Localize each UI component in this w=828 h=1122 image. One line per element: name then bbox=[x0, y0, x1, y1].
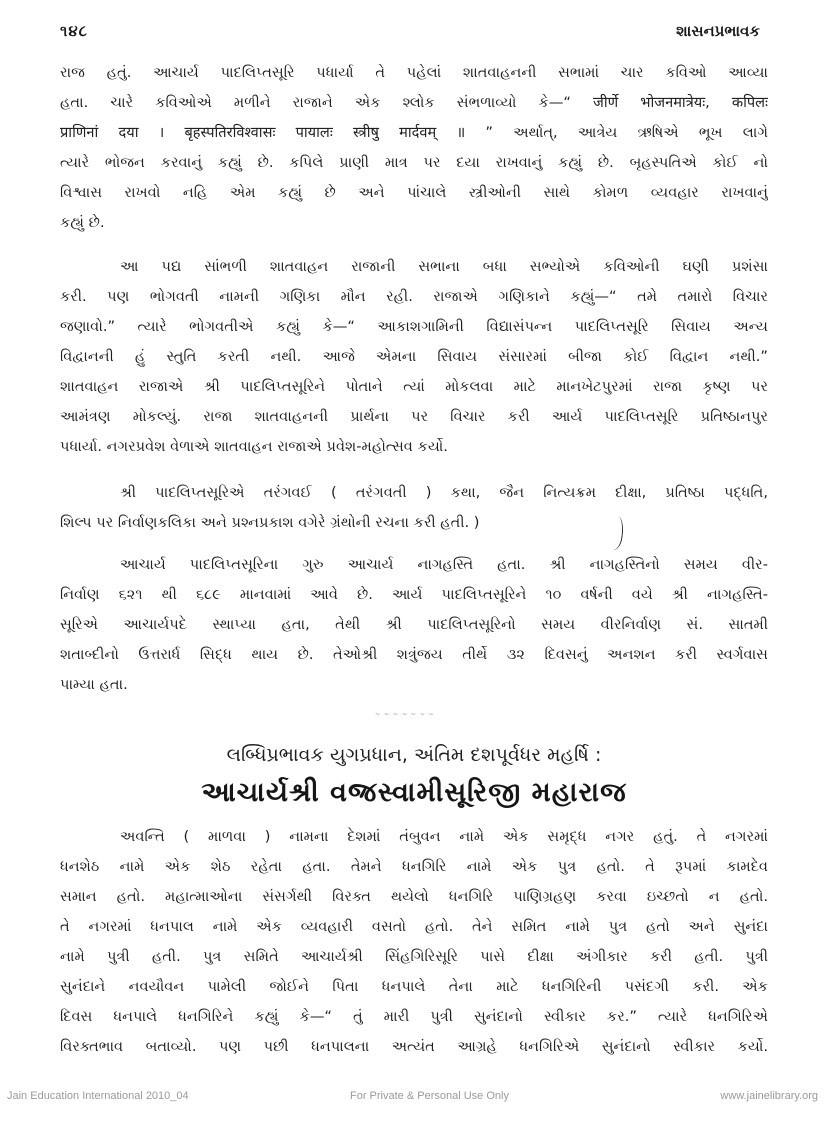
text-line: સૂરિએ આચાર્યપદે સ્થાપ્યા હતા, તેથી શ્રી પાદલિપ્તસૂરિનો સમય વીરનિર્વાણ સં. સાતમી bbox=[60, 616, 768, 633]
text-line: તે નગરમાં ધનપાલ નામે એક વ્યવહારી વસતો હતો. તેને સમિત નામે પુત્ર હતો અને સુનંદા bbox=[60, 918, 768, 935]
section-subheading: લબ્ધિપ્રભાવક યુગપ્રધાન, અંતિમ દશપૂર્વધર મહર્ષિ : bbox=[226, 744, 602, 766]
text-line: આમંત્રણ મોકલ્યું. રાજા શાતવાહનની પ્રાર્થના પર વિચાર કરી આર્ય પાદલિપ્તસૂરિ પ્રતિષ્ઠાનપુર bbox=[60, 408, 768, 425]
text-line: શતાબ્દીનો ઉત્તરાર્ધ સિદ્ધ થાય છે. તેઓશ્રી શત્રુંજય તીર્થે ૩૨ દિવસનું અનશન કરી સ્વર્ગવાસ bbox=[60, 646, 768, 663]
paragraph-3 bbox=[60, 478, 768, 538]
text-line: ત્યારે ભોજન કરવાનું કહ્યું છે. કપિલે પ્રાણી માત્ર પર દયા રાખવાનું કહ્યું છે. બૃહસ્પતિએ કોઈ નો bbox=[60, 154, 768, 171]
paragraph-4 bbox=[60, 550, 768, 700]
text-line: પામ્યા હતા. bbox=[60, 676, 128, 693]
text-line: અવન્તિ ( માળવા ) નામના દેશમાં તંબુવન નામે એક સમૃદ્ધ નગર હતું. તે નગરમાં bbox=[120, 828, 768, 845]
paragraph-2 bbox=[60, 252, 768, 462]
section-title: આચાર્યશ્રી વજ્રસ્વામીસૂરિજી મહારાજ bbox=[201, 777, 627, 808]
sanskrit-verse-line: प्राणिनां दया । बृहस्पतिरविश्वासः पायालः स्त्रीषु मार्दवम् ॥ ” અર્થાત્, આત્રેય ઋષિએ ભૂખ લાગે bbox=[60, 124, 768, 141]
section-divider-ornament: ~ ~ ~ ~ ~ ~ ~ bbox=[375, 711, 435, 718]
paragraph-1 bbox=[60, 58, 768, 238]
footer-website-link[interactable]: www.jainelibrary.org bbox=[720, 1090, 818, 1102]
text-line: વિરક્તભાવ બતાવ્યો. પણ પછી ધનપાલના અત્યંત આગ્રહે ધનગિરિએ સુનંદાનો સ્વીકાર કર્યો. bbox=[60, 1038, 768, 1055]
text-line: વિશ્વાસ રાખવો નહિ એમ કહ્યું છે અને પાંચાલે સ્ત્રીઓની સાથે કોમળ વ્યવહાર રાખવાનું bbox=[60, 184, 768, 201]
page-number: ૧૪૮ bbox=[60, 22, 88, 40]
text-line: નામે પુત્રી હતી. પુત્ર સમિતે આચાર્યશ્રી સિંહગિરિસૂરિ પાસે દીક્ષા અંગીકાર કરી હતી. પુત્રી bbox=[60, 948, 768, 965]
text-line bbox=[60, 88, 768, 118]
running-header bbox=[60, 22, 760, 50]
text-line: નિર્વાણ ૬૨૧ થી ૬૮૯ માનવામાં આવે છે. આર્ય પાદલિપ્તસૂરિને ૧૦ વર્ષની વયે શ્રી નાગહસ્તિ- bbox=[60, 586, 768, 603]
text-line: કરી. પણ ભોગવતી નામની ગણિકા મૌન રહી. રાજાએ ગણિકાને કહ્યું—“ તમે તમારો વિચાર bbox=[60, 288, 768, 305]
text-line: શાતવાહન રાજાએ શ્રી પાદલિપ્તસૂરિને પોતાને ત્યાં મોકલવા માટે માનખેટપુરમાં રાજા કૃષ્ણ પર bbox=[60, 378, 768, 395]
page-footer bbox=[7, 1090, 818, 1106]
text-line: રાજ હતું. આચાર્ય પાદલિપ્તસૂરિ પધાર્યા તે પહેલાં શાતવાહનની સભામાં ચાર કવિઓ આવ્યા bbox=[60, 64, 768, 81]
footer-publisher: Jain Education International 2010_04 bbox=[7, 1090, 189, 1102]
text-line: આ પદ્ય સાંભળી શાતવાહન રાજાની સભાના બધા સભ્યોએ કવિઓની ઘણી પ્રશંસા bbox=[120, 258, 768, 275]
text-line: આચાર્ય પાદલિપ્તસૂરિના ગુરુ આચાર્ય નાગહસ્તિ હતા. શ્રી નાગહસ્તિનો સમય વીર- bbox=[120, 556, 768, 573]
text-line: સમાન હતો. મહાત્માઓના સંસર્ગથી વિરક્ત થયેલો ધનગિરિ પાણિગ્રહણ કરવા ઇચ્છતો ન હતો. bbox=[60, 888, 768, 905]
text-line: ધનશેઠ નામે એક શેઠ રહેતા હતા. તેમને ધનગિરિ નામે એક પુત્ર હતો. તે રૂપમાં કામદેવ bbox=[60, 858, 768, 875]
text-line: કહ્યું છે. bbox=[60, 214, 105, 231]
footer-usage-note: For Private & Personal Use Only bbox=[350, 1090, 509, 1102]
section-paragraph-1 bbox=[60, 822, 768, 1062]
text-line: શ્રી પાદલિપ્તસૂરિએ તરંગવઈ ( તરંગવતી ) કથા, જૈન નિત્યક્રમ દીક્ષા, પ્રતિષ્ઠા પદ્ધતિ, bbox=[120, 484, 768, 501]
text-line: પધાર્યા. નગરપ્રવેશ વેળાએ શાતવાહન રાજાએ પ્રવેશ-મહોત્સવ કર્યો. bbox=[60, 438, 448, 455]
text-line: સુનંદાને નવયૌવન પામેલી જોઈને પિતા ધનપાલે તેના માટે ધનગિરિની પસંદગી કરી. એક bbox=[60, 978, 768, 995]
text-line: જણાવો.” ત્યારે ભોગવતીએ કહ્યું કે—“ આકાશગામિની વિદ્યાસંપન્ન પાદલિપ્તસૂરિ સિવાય અન્ય bbox=[60, 318, 768, 335]
text-line-content: હતા. ચારે કવિઓએ મળીને રાજાને એક શ્લોક સંભળાવ્યો કે—“ जीर्णे भोजनमात्रेयः, कपिलः bbox=[60, 94, 768, 111]
text-line: વિદ્વાનની હું સ્તુતિ કરતી નથી. આજે એમના સિવાય સંસારમાં બીજા કોઈ વિદ્વાન નથી.” bbox=[60, 348, 768, 365]
text-line: દિવસ ધનપાલે ધનગિરિને કહ્યું કે—“ તું મારી પુત્રી સુનંદાનો સ્વીકાર કર.” ત્યારે ધનગિરિએ bbox=[60, 1008, 768, 1025]
text-line: શિલ્પ પર નિર્વાણકલિકા અને પ્રશ્નપ્રકાશ વગેરે ગ્રંથોની રચના કરી હતી. ) bbox=[60, 514, 480, 531]
running-title: શાસનપ્રભાવક bbox=[676, 22, 760, 40]
